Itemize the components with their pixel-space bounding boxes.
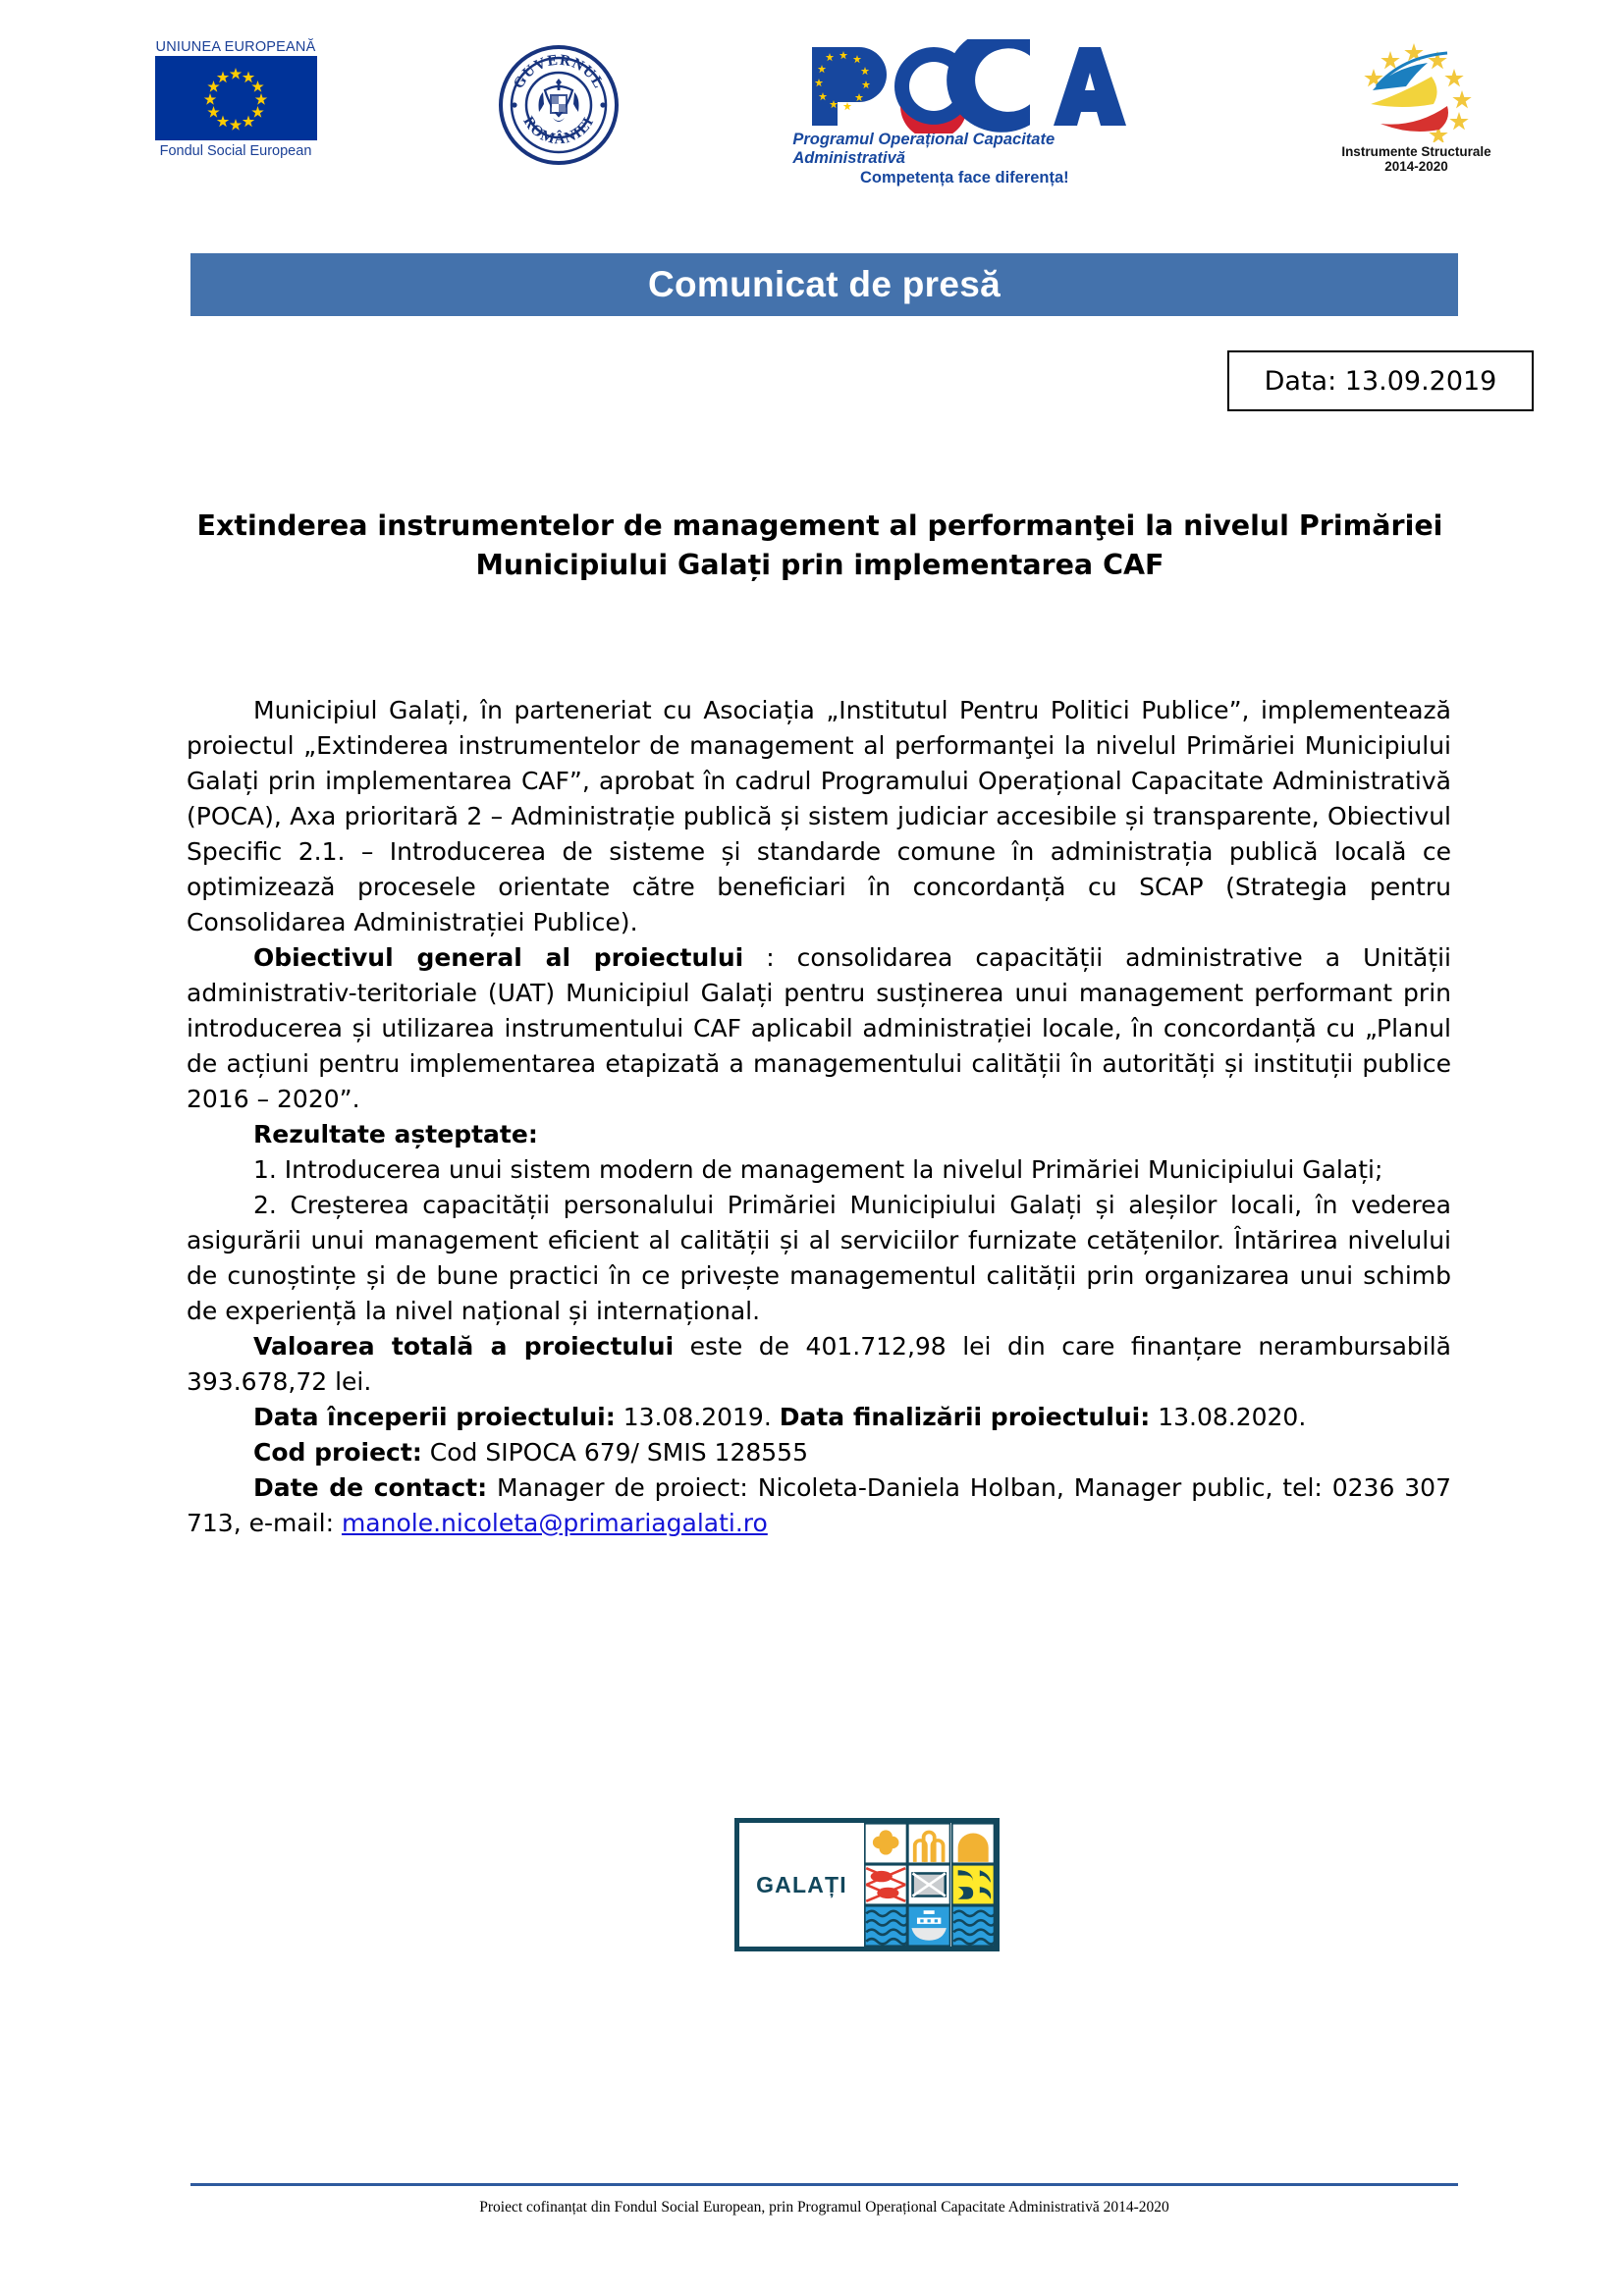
- paragraph-result-2: [187, 1188, 1451, 1329]
- galati-logo-box: [734, 1818, 1000, 1951]
- general-objective-label: Obiectivul general al proiectului: [253, 943, 744, 972]
- project-code-label: Cod proiect:: [253, 1438, 422, 1467]
- poca-tagline: Competența face diferența!: [859, 169, 1069, 187]
- project-code-value: Cod SIPOCA 679/ SMIS 128555: [421, 1438, 808, 1467]
- press-release-banner: [190, 253, 1458, 316]
- galati-waves-left-icon: [864, 1905, 907, 1947]
- galati-yellow-shapes-icon: [951, 1864, 995, 1905]
- paragraph-total-value: [187, 1329, 1451, 1400]
- general-objective-text: : consolidarea capacității administrative a Unității administrativ-teritoriale (UAT) Municipiul Galați pentru susținerea unui management performant prin introducerea și utilizarea instrumentului CAF aplicabil administrației locale, în concordanță cu „Planul de acțiuni pentru implementarea etapizată a managementului calității în autorități și instituții publice 2016 – 2020”.: [187, 943, 1452, 1113]
- start-date-label: Data începerii proiectului:: [253, 1403, 616, 1431]
- contact-label: Date de contact:: [253, 1473, 488, 1502]
- end-date-label: Data finalizării proiectului:: [779, 1403, 1151, 1431]
- galati-waves-right-icon: [951, 1905, 995, 1947]
- structural-instruments-line1: Instrumente Structurale: [1341, 144, 1491, 159]
- result-2-text: 2. Creșterea capacității personalului Primăriei Municipiului Galați și aleșilor locali, în vederea asigurării unui management eficient al calității și al serviciilor furnizate cetățenilor. Întărirea nivelului de cunoștințe și de bune practici în ce privește managementul calității prin organizarea unui schimb de experiență la nivel național și internațional.: [187, 1191, 1451, 1325]
- government-of-romania-logo: [499, 45, 619, 165]
- result-1-text: 1. Introducerea unui sistem modern de management la nivelul Primăriei Municipiului Galați;: [253, 1155, 1383, 1184]
- paragraph-intro: [187, 693, 1451, 940]
- paragraph-expected-results-heading: [187, 1117, 1451, 1152]
- galati-logo-name: GALAȚI: [756, 1871, 847, 1897]
- gov-top-arc-text: GUVERNUL: [510, 51, 608, 92]
- footer-note: Proiect cofinanțat din Fondul Social European, prin Programul Operațional Capacitate Administrativă 2014-2020: [479, 2199, 1169, 2216]
- contact-text: Manager de proiect: Nicoleta-Daniela Holban, Manager public, tel: 0236 307 713, e-mail:: [187, 1473, 1451, 1537]
- galati-fish-icon: [864, 1864, 907, 1905]
- banner-title: Comunicat de presă: [647, 264, 1001, 304]
- galati-logo-icon-grid: [864, 1823, 995, 1947]
- paragraph-project-code: [187, 1435, 1451, 1470]
- structural-instruments-line2: 2014-2020: [1384, 159, 1448, 174]
- galati-city-logo: [734, 1818, 1000, 1951]
- galati-flower-icon: [864, 1823, 907, 1864]
- contact-email-link[interactable]: manole.nicoleta@primariagalati.ro: [341, 1509, 768, 1537]
- end-date-value: 13.08.2020.: [1150, 1403, 1307, 1431]
- eu-logo-bottom-label: Fondul Social European: [159, 143, 312, 159]
- structural-instruments-logo: [1311, 39, 1522, 174]
- total-value-label: Valoarea totală a proiectului: [253, 1332, 675, 1361]
- paragraph-intro-text: Municipiul Galați, în parteneriat cu Asociația „Institutul Pentru Politici Publice”, implementează proiectul „Extinderea instrumentelor de management al performanţei la nivelul Primăriei Municipiului Galați prin implementarea CAF”, aprobat în cadrul Programului Operațional Capacitate Administrativă (POCA), Axa prioritară 2 – Administrație publică și sistem judiciar accesibile și transparente, Obiectivul Specific 2.1. – Introducerea de sisteme și standarde comune în administrația publică locală ce optimizează procesele orientate către beneficiari în concordanță cu SCAP (Strategia pentru Consolidarea Administrației Publice).: [187, 696, 1451, 936]
- gov-seal-icon: [499, 45, 619, 165]
- page-title: Extinderea instrumentelor de management al performanţei la nivelul Primăriei Municipiului Galați prin implementarea CAF: [196, 509, 1443, 582]
- paragraph-project-dates: [187, 1400, 1451, 1435]
- galati-sun-arch-icon: [951, 1823, 995, 1864]
- structural-instruments-icon: [1337, 39, 1494, 142]
- paragraph-general-objective: [187, 940, 1451, 1117]
- total-value-text: este de 401.712,98 lei din care finanțare nerambursabilă 393.678,72 lei.: [187, 1332, 1452, 1396]
- start-date-value: 13.08.2019.: [615, 1403, 780, 1431]
- galati-boat-icon: [907, 1905, 950, 1947]
- footer-divider: [190, 2183, 1458, 2186]
- expected-results-label: Rezultate așteptate:: [253, 1120, 538, 1148]
- galati-envelope-icon: [907, 1864, 950, 1905]
- eu-flag-logo: [147, 39, 324, 159]
- eu-flag-icon: [155, 56, 317, 140]
- poca-subtitle: Programul Operațional Capacitate Administrativă: [792, 131, 1056, 167]
- document-body: [187, 693, 1451, 1541]
- poca-logo: [792, 39, 1136, 187]
- paragraph-result-1: [187, 1152, 1451, 1188]
- galati-arches-icon: [907, 1823, 950, 1864]
- gov-bottom-arc-text: ROMÂNIEI: [519, 113, 598, 148]
- date-label: Data: 13.09.2019: [1264, 365, 1497, 397]
- date-box: [1227, 350, 1534, 411]
- header-logo-bar: [147, 39, 1522, 216]
- eu-logo-top-label: UNIUNEA EUROPEANĂ: [155, 39, 316, 55]
- poca-wordmark-icon: [802, 39, 1126, 130]
- paragraph-contact: [187, 1470, 1451, 1541]
